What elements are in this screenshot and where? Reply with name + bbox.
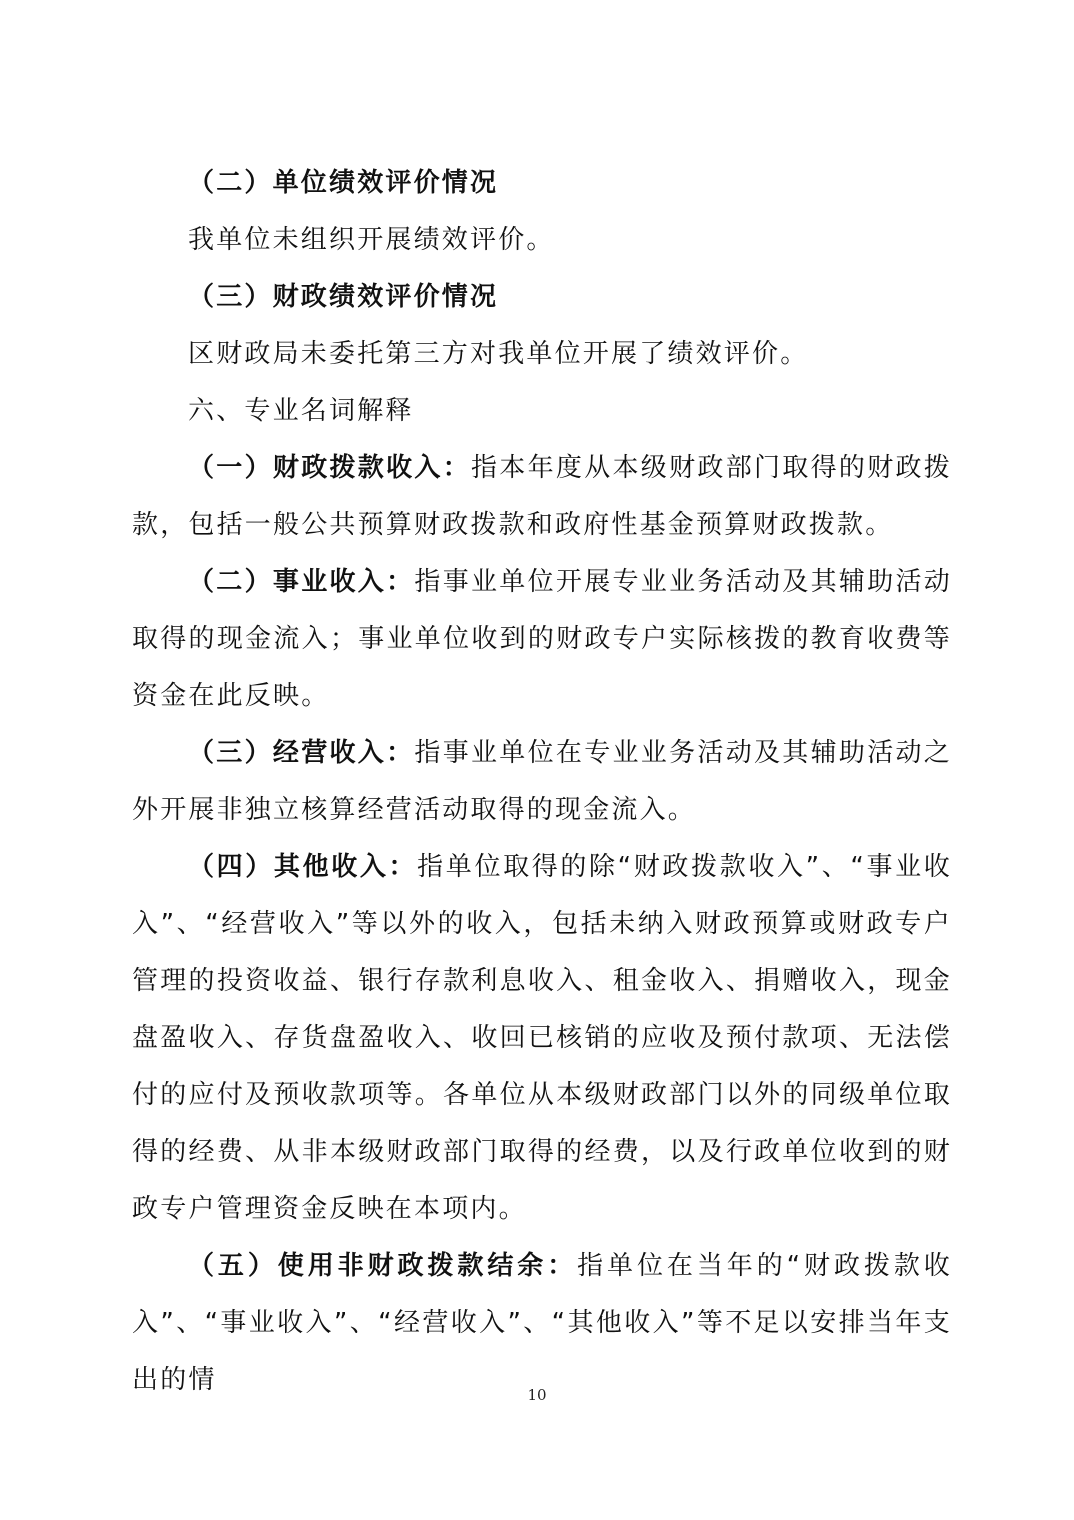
section-heading-finance-evaluation: （三）财政绩效评价情况 bbox=[188, 282, 499, 312]
term-paragraph-other-income bbox=[132, 839, 952, 1238]
term-paragraph-fiscal-appropriation bbox=[132, 440, 952, 554]
section-text-unit-evaluation: 我单位未组织开展绩效评价。 bbox=[188, 225, 555, 255]
term-paragraph-non-fiscal-surplus bbox=[132, 1238, 952, 1409]
document-body bbox=[132, 155, 952, 1409]
term-label: （四）其他收入： bbox=[188, 852, 418, 882]
section-heading-terms: 六、专业名词解释 bbox=[188, 396, 414, 426]
term-label: （三）经营收入： bbox=[188, 738, 415, 768]
term-definition: 指事业单位开展专业业务活动及其辅助活动取得的现金流入；事业单位收到的财政专户实际核拨的教育收费等资金在此反映。 bbox=[132, 567, 952, 711]
term-label: （五）使用非财政拨款结余： bbox=[188, 1251, 578, 1281]
term-definition: 指事业单位在专业业务活动及其辅助活动之外开展非独立核算经营活动取得的现金流入。 bbox=[132, 738, 952, 825]
term-paragraph-operating-income bbox=[132, 725, 952, 839]
term-definition: 指单位在当年的“财政拨款收入”、“事业收入”、“经营收入”、“其他收入”等不足以安排当年支出的情 bbox=[132, 1251, 952, 1395]
section-heading-unit-evaluation: （二）单位绩效评价情况 bbox=[188, 168, 499, 198]
term-label: （一）财政拨款收入： bbox=[188, 453, 471, 483]
term-definition: 指单位取得的除“财政拨款收入”、“事业收入”、“经营收入”等以外的收入，包括未纳入财政预算或财政专户管理的投资收益、银行存款利息收入、租金收入、捐赠收入，现金盘盈收入、存货盘盈收入、收回已核销的应收及预付款项、无法偿付的应付及预收款项等。各单位从本级财政部门以外的同级单位取得的经费、从非本级财政部门取得的经费，以及行政单位收到的财政专户管理资金反映在本项内。 bbox=[132, 852, 952, 1224]
page-number: 10 bbox=[527, 1386, 547, 1404]
term-paragraph-business-income bbox=[132, 554, 952, 725]
section-text-finance-evaluation: 区财政局未委托第三方对我单位开展了绩效评价。 bbox=[188, 339, 809, 369]
term-label: （二）事业收入： bbox=[188, 567, 415, 597]
term-definition: 指本年度从本级财政部门取得的财政拨款，包括一般公共预算财政拨款和政府性基金预算财政拨款。 bbox=[132, 453, 952, 540]
